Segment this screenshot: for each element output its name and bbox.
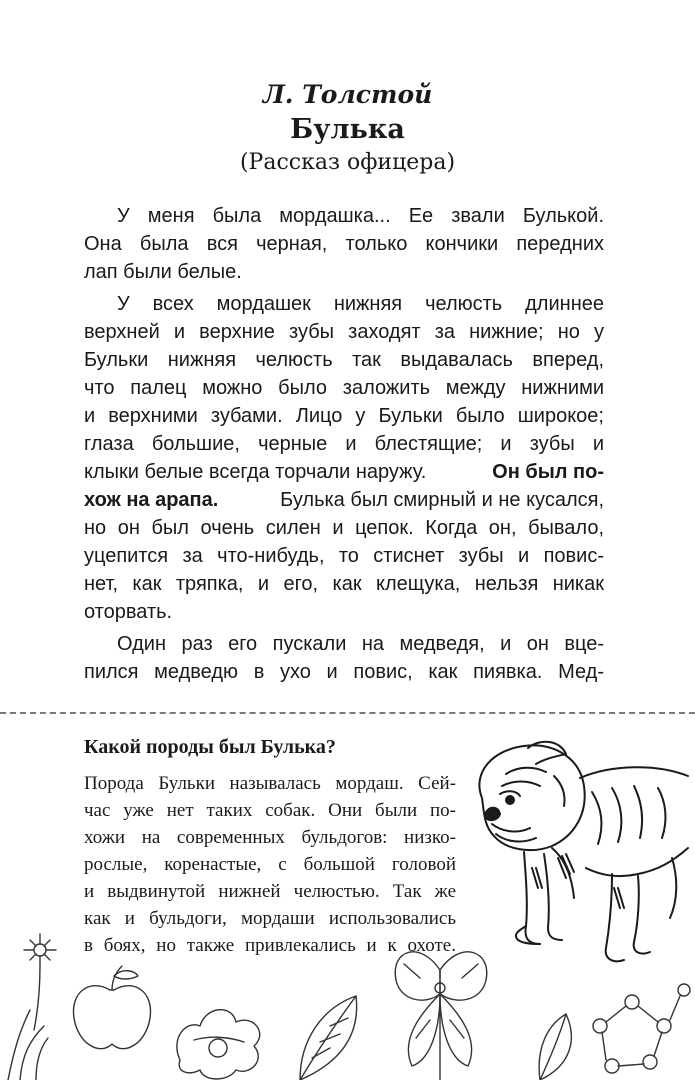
story-line: что палец можно было заложить между нижними (84, 377, 604, 399)
story-line: верхней и верхние зубы заходят за нижние; но у (84, 321, 604, 343)
answer-line: хожи на современных бульдогов: низко- (84, 827, 456, 848)
answer-line: Порода Бульки называлась мордаш. Сей- (84, 773, 456, 794)
answer-line: рослые, коренастые, с большой головой (84, 854, 456, 875)
story-line-mixed (84, 458, 604, 486)
answer-line: в боях, но также привлекались и к охоте. (84, 935, 456, 956)
answer-line: и выдвинутой нижней челюстью. Так же (84, 881, 456, 902)
story-line: У всех мордашек нижняя челюсть длиннее (117, 293, 604, 315)
answer-line: час уже нет таких собак. Они были по- (84, 800, 456, 821)
story-line: уцепится за что-нибудь, то стиснет зубы и повис- (84, 545, 604, 567)
story-line: и верхними зубами. Лицо у Бульки было широкое; (84, 405, 604, 427)
story-line: оторвать. (84, 601, 173, 623)
answer-line: как и бульдоги, мордаши использовались (84, 908, 456, 929)
story-line: пился медведю в ухо и повис, как пиявка. Мед- (84, 661, 604, 683)
story-title: Булька (290, 114, 405, 145)
story-line: Один раз его пускали на медведя, и он вце- (117, 633, 604, 655)
story-subtitle: (Рассказ офицера) (239, 150, 456, 175)
emphasis-text: хож на арапа. (84, 489, 219, 511)
story-line: У меня была мордашка... Ее звали Булькой. (117, 205, 604, 227)
story-line: глаза большие, черные и блестящие; и зубы и (84, 433, 604, 455)
sidebar-question: Какой породы был Булька? (84, 736, 336, 758)
author-name: Л. Толстой (262, 80, 433, 109)
story-line: лап были белые. (84, 261, 242, 283)
story-line: но он был очень силен и цепок. Когда он, бывало, (84, 517, 604, 539)
emphasis-text: Он был по- (492, 461, 604, 483)
section-divider (0, 712, 695, 714)
story-line-part: Булька был смирный и не кусался, (280, 489, 604, 511)
story-line: нет, как тряпка, и его, как клещука, нельзя никак (84, 573, 604, 595)
story-line-part: клыки белые всегда торчали наружу. (84, 461, 427, 483)
floral-border-illustration (0, 930, 695, 1080)
story-line: Бульки нижняя челюсть так выдавалась вперед, (84, 349, 604, 371)
story-line: Она была вся черная, только кончики передних (84, 233, 604, 255)
story-text (84, 202, 604, 686)
story-line-mixed (84, 486, 604, 514)
